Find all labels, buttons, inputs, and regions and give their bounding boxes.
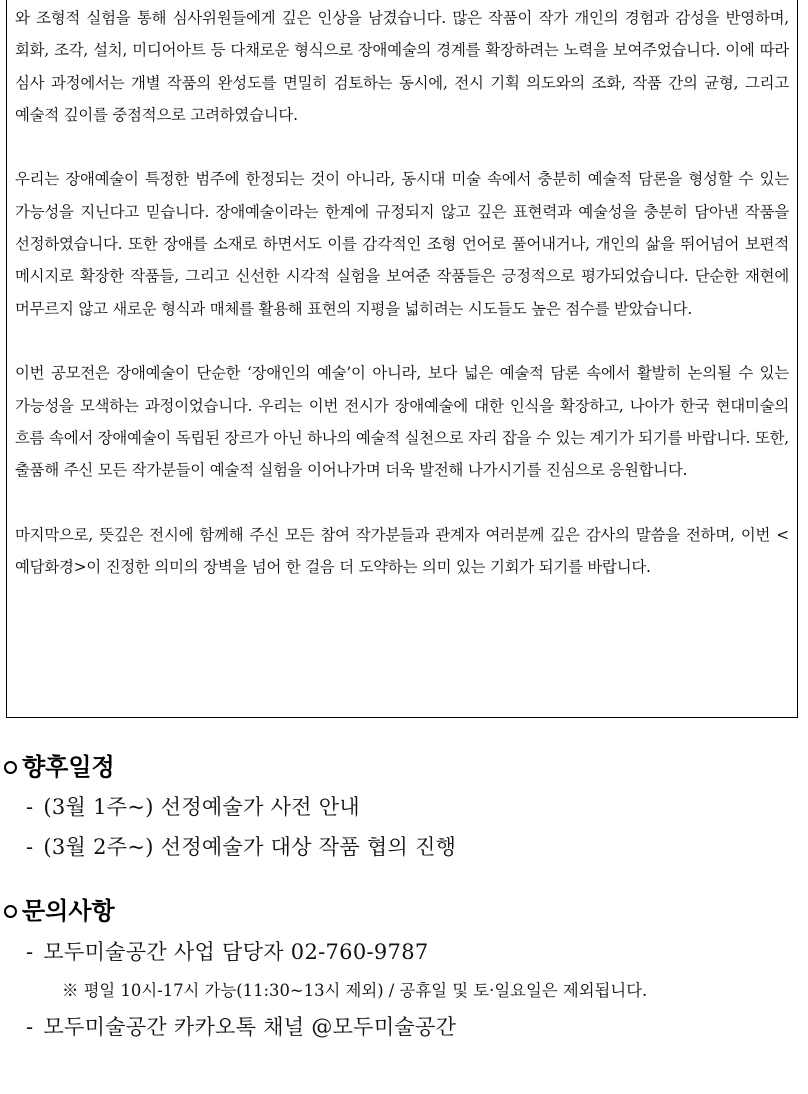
statement-paragraph-3: 이번 공모전은 장애예술이 단순한 ‘장애인의 예술’이 아니라, 보다 넓은 예술적 담론 속에서 활발히 논의될 수 있는 가능성을 모색하는 과정이었습니다. 우리는 이번 전시가 장애예술에 대한 인식을 확장하고, 나아가 한국 현대미술의 흐름 속에서 장애예술이 독립된 장르가 아닌 하나의 예술적 실천으로 자리 잡을 수 있는 계기가 되기를 바랍니다. 또한, 출품해 주신 모든 작가분들이 예술적 실험을 이어나가며 더욱 발전해 나가시기를 진심으로 응원합니다. <box>15 364 789 480</box>
inquiry-contact-text: 모두미술공간 사업 담당자 02-760-9787 <box>43 940 429 964</box>
schedule-heading-label: 향후일정 <box>22 753 115 781</box>
inquiry-hours-note: ※ 평일 10시-17시 가능(11:30~13시 제외) / 공휴일 및 토·일요일은 제외됩니다. <box>62 981 648 1000</box>
inquiry-heading-label: 문의사항 <box>22 897 115 925</box>
schedule-heading <box>4 752 115 782</box>
inquiry-heading <box>4 896 115 926</box>
statement-paragraph-1: 와 조형적 실험을 통해 심사위원들에게 깊은 인상을 남겼습니다. 많은 작품이 작가 개인의 경험과 감성을 반영하며, 회화, 조각, 설치, 미디어아트 등 다채로운 형식으로 장애예술의 경계를 확장하려는 노력을 보여주었습니다. 이에 따라 심사 과정에서는 개별 작품의 완성도를 면밀히 검토하는 동시에, 전시 기획 의도와의 조화, 작품 간의 균형, 그리고 예술적 깊이를 중점적으로 고려하였습니다. <box>15 9 789 124</box>
schedule-item-1-text: (3월 1주~) 선정예술가 사전 안내 <box>43 795 360 819</box>
schedule-item-1 <box>26 793 360 821</box>
list-dash: - <box>26 940 34 964</box>
list-dash: - <box>26 835 34 859</box>
inquiry-kakao-text: 모두미술공간 카카오톡 채널 @모두미술공간 <box>43 1015 457 1039</box>
statement-box <box>6 0 798 718</box>
schedule-item-2 <box>26 833 456 861</box>
hollow-circle-icon <box>4 761 17 774</box>
schedule-item-2-text: (3월 2주~) 선정예술가 대상 작품 협의 진행 <box>43 835 457 859</box>
inquiry-kakao <box>26 1013 456 1041</box>
inquiry-contact <box>26 938 429 966</box>
hollow-circle-icon <box>4 905 17 918</box>
statement-paragraph-2: 우리는 장애예술이 특정한 범주에 한정되는 것이 아니라, 동시대 미술 속에서 충분히 예술적 담론을 형성할 수 있는 가능성을 지닌다고 믿습니다. 장애예술이라는 한계에 규정되지 않고 깊은 표현력과 예술성을 충분히 담아낸 작품을 선정하였습니다. 또한 장애를 소재로 하면서도 이를 감각적인 조형 언어로 풀어내거나, 개인의 삶을 뛰어넘어 보편적 메시지로 확장한 작품들, 그리고 신선한 시각적 실험을 보여준 작품들은 긍정적으로 평가되었습니다. 단순한 재현에 머무르지 않고 새로운 형식과 매체를 활용해 표현의 지평을 넓히려는 시도들도 높은 점수를 받았습니다. <box>15 170 789 318</box>
list-dash: - <box>26 1015 34 1039</box>
list-dash: - <box>26 795 34 819</box>
statement-paragraph-4: 마지막으로, 뜻깊은 전시에 함께해 주신 모든 참여 작가분들과 관계자 여러분께 깊은 감사의 말씀을 전하며, 이번 <예담화경>이 진정한 의미의 장벽을 넘어 한 걸음 더 도약하는 의미 있는 기회가 되기를 바랍니다. <box>15 525 789 577</box>
